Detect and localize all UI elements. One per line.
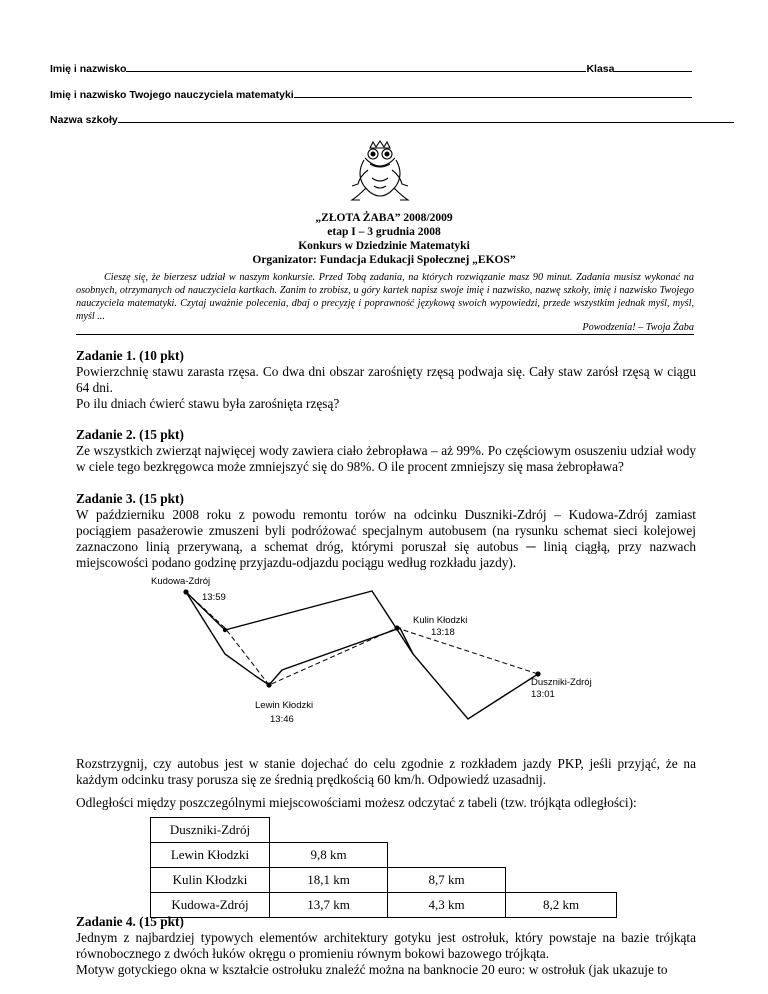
name-label: Imię i nazwisko xyxy=(50,63,127,75)
name-line[interactable] xyxy=(50,61,692,75)
distance-table xyxy=(150,817,617,918)
task-3-question: Rozstrzygnij, czy autobus jest w stanie dojechać do celu zgodnie z rozkładem jazdy PKP, jeśli przyjąć, że na każdym odcinku trasy porusza się ze średnią prędkością 60 km/h. Odpowiedź uzasadnij. xyxy=(76,756,696,787)
task-4-title: Zadanie 4. (15 pkt) xyxy=(76,914,184,929)
task-3-title: Zadanie 3. (15 pkt) xyxy=(76,491,184,506)
contest-title: „ZŁOTA ŻABA” 2008/2009 xyxy=(315,212,453,224)
station-kulin-time: 13:18 xyxy=(431,627,455,638)
table-cell: 18,1 km xyxy=(270,868,388,893)
task-1-question: Po ilu dniach ćwierć stawu była zarośnięta rzęsą? xyxy=(76,396,340,411)
station-dot-duszniki xyxy=(535,671,540,676)
station-kudowa-time: 13:59 xyxy=(202,592,226,603)
table-cell: 4,3 km xyxy=(388,893,506,918)
contest-name: Konkurs w Dziedzinie Matematyki xyxy=(298,240,470,252)
rail-bus-map xyxy=(150,573,620,753)
station-lewin-time: 13:46 xyxy=(270,714,294,725)
task-2-title: Zadanie 2. (15 pkt) xyxy=(76,427,184,442)
task-3-question-block xyxy=(76,756,696,788)
station-kulin-name: Kulin Kłodzki xyxy=(413,615,468,626)
task-3 xyxy=(76,491,696,571)
task-4-body-2: Motyw gotyckiego okna w kształcie ostrołuku znaleźć można na banknocie 20 euro: w ostrołuk (jak ukazuje to xyxy=(76,962,668,977)
class-label: Klasa xyxy=(586,63,615,75)
station-dot-lewin xyxy=(266,682,271,687)
contest-organizer: Organizator: Fundacja Edukacji Społecznej „EKOS” xyxy=(252,254,516,266)
table-row xyxy=(151,868,617,893)
table-cell: 8,7 km xyxy=(388,868,506,893)
task-4-body-1: Jednym z najbardziej typowych elementów architektury gotyku jest ostrołuk, który powstaje na bazie trójkąta równobocznego z dwóch łuków okręgu o promieniu równym bokowi bazowego trójkąta. xyxy=(76,930,696,961)
table-row xyxy=(151,818,617,843)
table-cell: Kulin Kłodzki xyxy=(151,868,270,893)
bus-route-upper xyxy=(186,591,538,719)
name-blank[interactable] xyxy=(126,61,586,72)
divider xyxy=(76,334,694,335)
table-cell: 13,7 km xyxy=(270,893,388,918)
task-2 xyxy=(76,427,696,475)
task-4 xyxy=(76,914,696,978)
table-cell: 8,2 km xyxy=(506,893,617,918)
railway-line xyxy=(186,592,538,685)
junction-dot xyxy=(223,628,227,632)
task-3-table-intro-block xyxy=(76,795,696,811)
teacher-blank[interactable] xyxy=(294,87,692,98)
station-duszniki-name: Duszniki-Zdrój xyxy=(531,677,592,688)
task-1 xyxy=(76,348,696,412)
station-duszniki-time: 13:01 xyxy=(531,689,555,700)
school-line[interactable] xyxy=(50,112,734,126)
table-cell: Lewin Kłodzki xyxy=(151,843,270,868)
school-label: Nazwa szkoły xyxy=(50,114,118,126)
task-1-title: Zadanie 1. (10 pkt) xyxy=(76,348,184,363)
station-lewin-name: Lewin Kłodzki xyxy=(255,700,314,711)
school-blank[interactable] xyxy=(118,112,734,123)
contest-stage: etap I – 3 grudnia 2008 xyxy=(327,226,441,238)
table-cell: Duszniki-Zdrój xyxy=(151,818,270,843)
task-3-table-intro: Odległości między poszczególnymi miejscowościami możesz odczytać z tabeli (tzw. trójkąta odległości): xyxy=(76,795,637,810)
task-1-body: Powierzchnię stawu zarasta rzęsa. Co dwa dni obszar zarośnięty rzęsą podwaja się. Cały staw zarósł rzęsą w ciągu 64 dni. xyxy=(76,364,696,395)
station-dot-kudowa xyxy=(183,589,188,594)
signature: Powodzenia! – Twoja Żaba xyxy=(582,322,694,333)
intro-text: Cieszę się, że bierzesz udział w naszym konkursie. Przed Tobą zadania, na których rozwiązanie masz 90 minut. Zadania musisz wykonać na osobnych, otrzymanych od nauczyciela kartkach. Zanim to zrobisz, u góry kartek napisz swoje imię i nazwisko, nazwę szkoły, imię i nazwisko Twojego nauczyciela matematyki. Czytaj uważnie polecenia, dbaj o precyzję i poprawność językową swoich wypowiedzi, przede wszystkim jednak myśl, myśl, myśl ... xyxy=(76,272,694,322)
station-dot-kulin xyxy=(394,625,399,630)
bus-route-lower xyxy=(186,592,413,685)
teacher-label: Imię i nazwisko Twojego nauczyciela matematyki xyxy=(50,89,294,101)
teacher-line[interactable] xyxy=(50,87,692,101)
task-3-body: W październiku 2008 roku z powodu remontu torów na odcinku Duszniki-Zdrój – Kudowa-Zdrój zamiast pociągiem pasażerowie zmuszeni byli podróżować specjalnym autobusem (na rysunku schemat sieci kolejowej zaznaczono linią przerywaną, a schemat dróg, którymi poruszał się autobus ─ linią ciągłą, przy nazwach miejscowości podano godzinę przyjazdu-odjazdu pociągu według rozkładu jazdy). xyxy=(76,507,696,570)
class-blank[interactable] xyxy=(614,61,692,72)
table-row xyxy=(151,843,617,868)
frog-logo-icon xyxy=(340,140,420,206)
table-cell: 9,8 km xyxy=(270,843,388,868)
station-kudowa-name: Kudowa-Zdrój xyxy=(151,576,211,587)
table-cell: Kudowa-Zdrój xyxy=(151,893,270,918)
task-2-body: Ze wszystkich zwierząt najwięcej wody zawiera ciało żebropława – aż 99%. Po częściowym osuszeniu udział wody w ciele tego bezkręgowca może zmniejszyć się do 98%. O ile procent zmniejszy się masa żebropława? xyxy=(76,443,696,474)
